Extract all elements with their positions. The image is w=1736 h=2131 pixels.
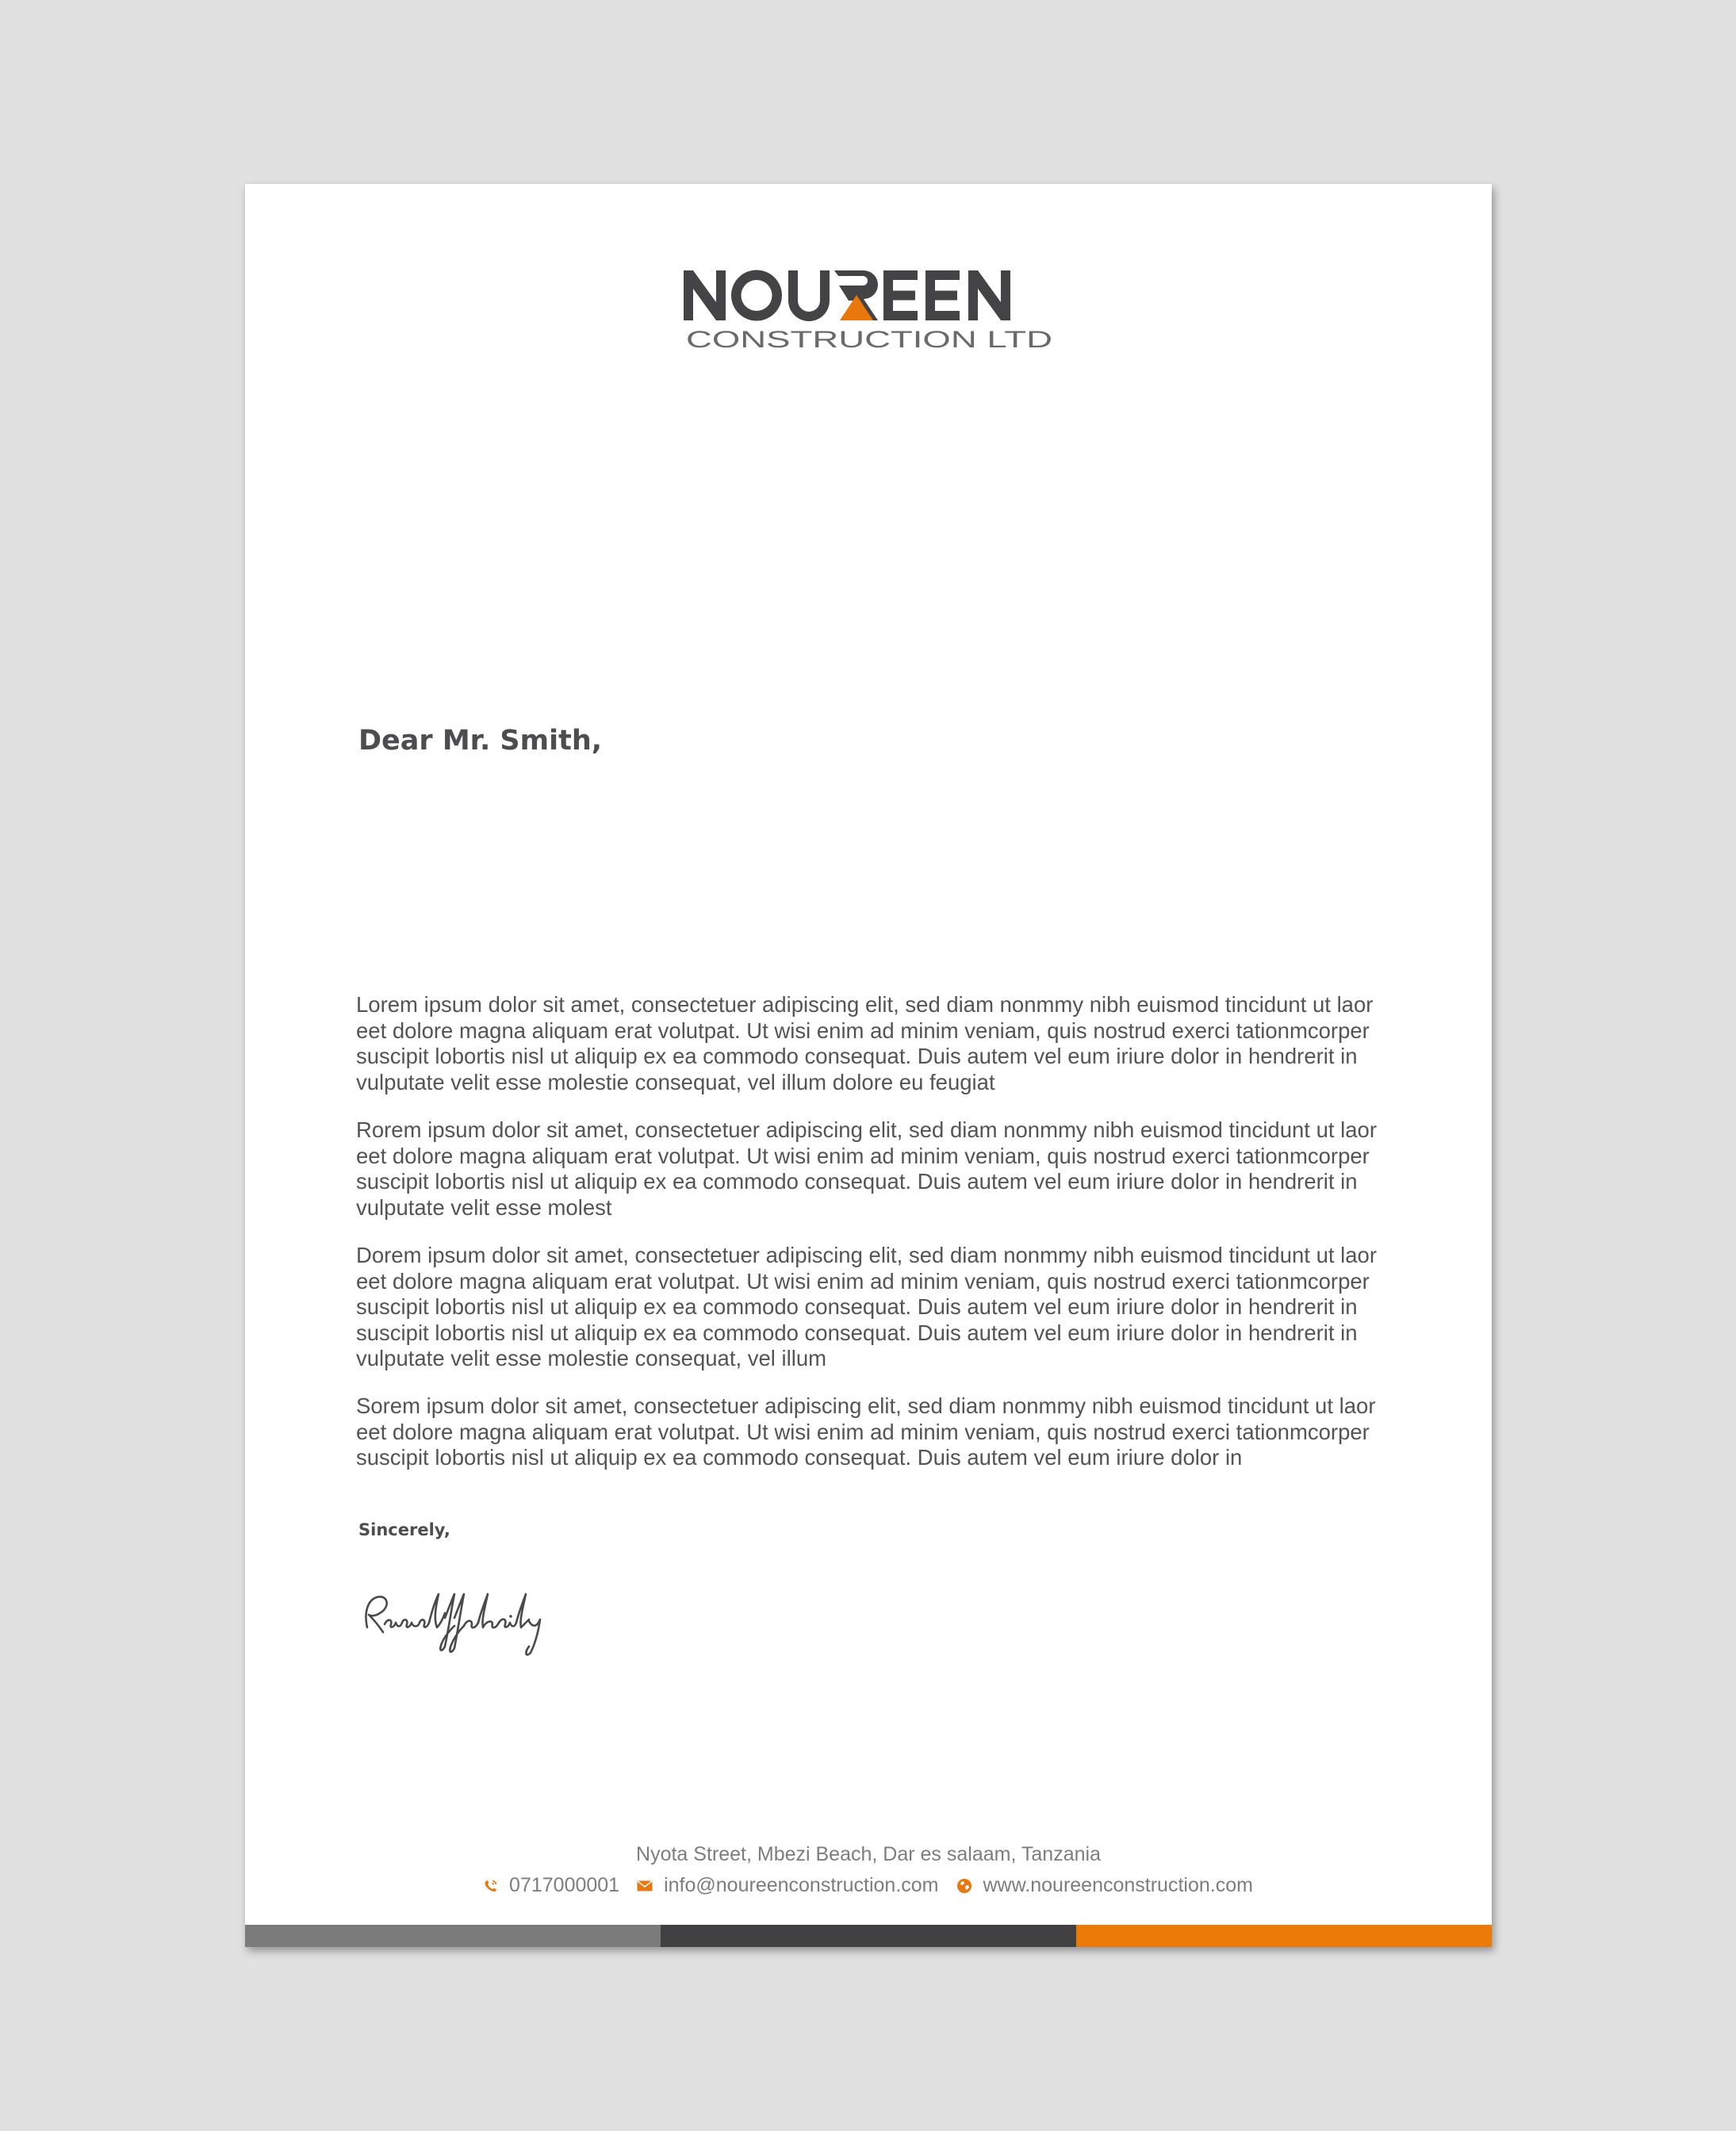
phone-icon <box>484 1879 498 1893</box>
logo-letter-e2 <box>925 270 960 320</box>
logo-letter-e1 <box>883 270 918 320</box>
paragraph-line: eet dolore magna aliquam erat volutpat. Ut wisi enim ad minim veniam, quis nostrud exerci tationmcorper <box>356 1268 1370 1294</box>
paragraph-line: suscipit lobortis nisl ut aliquip ex ea commodo consequat. Duis autem vel eum iriure dolor in hendrerit in <box>356 1169 1358 1194</box>
email-contact <box>637 1874 938 1897</box>
paragraph-line: Sorem ipsum dolor sit amet, consectetuer adipiscing elit, sed diam nonmmy nibh euismod tincidunt ut laor <box>356 1393 1376 1418</box>
globe-icon <box>956 1878 972 1894</box>
body-paragraph <box>356 992 1387 1095</box>
logo-tagline: CONSTRUCTION LTD <box>686 327 1052 352</box>
paragraph-line: vulputate velit esse molestie consequat, vel illum dolore eu feugiat <box>356 1069 995 1094</box>
email-address[interactable]: info@noureenconstruction.com <box>664 1874 939 1896</box>
footer-color-stripe <box>245 1925 1492 1947</box>
stripe-segment-dark <box>661 1925 1076 1947</box>
handwritten-signature <box>356 1586 570 1658</box>
phone-number[interactable]: 0717000001 <box>509 1874 620 1896</box>
phone-contact <box>484 1874 619 1897</box>
envelope-icon <box>637 1880 653 1891</box>
company-logo <box>683 265 1056 352</box>
salutation: Dear Mr. Smith, <box>358 725 603 757</box>
paragraph-line: Dorem ipsum dolor sit amet, consectetuer adipiscing elit, sed diam nonmmy nibh euismod tincidunt ut laor <box>356 1243 1377 1267</box>
website-contact <box>956 1874 1253 1897</box>
logo-letter-n2 <box>968 270 1010 320</box>
paragraph-line: eet dolore magna aliquam erat volutpat. Ut wisi enim ad minim veniam, quis nostrud exerci tationmcorper <box>356 1018 1370 1043</box>
paragraph-line: suscipit lobortis nisl ut aliquip ex ea commodo consequat. Duis autem vel eum iriure dolor in hendrerit in <box>356 1294 1358 1319</box>
signature-graphic <box>356 1586 570 1658</box>
paragraph-line: suscipit lobortis nisl ut aliquip ex ea commodo consequat. Duis autem vel eum iriure dolor in hendrerit in <box>356 1320 1358 1345</box>
paragraph-line: vulputate velit esse molest <box>356 1194 612 1220</box>
logo-letter-n <box>684 270 726 320</box>
contact-bar <box>245 1874 1492 1897</box>
paragraph-line: suscipit lobortis nisl ut aliquip ex ea commodo consequat. Duis autem vel eum iriure dolor in <box>356 1445 1243 1470</box>
body-paragraph <box>356 1243 1387 1372</box>
paragraph-line: eet dolore magna aliquam erat volutpat. Ut wisi enim ad minim veniam, quis nostrud exerci tationmcorper <box>356 1419 1370 1444</box>
paragraph-line: Lorem ipsum dolor sit amet, consectetuer adipiscing elit, sed diam nonmmy nibh euismod tincidunt ut laor <box>356 992 1374 1017</box>
paragraph-line: eet dolore magna aliquam erat volutpat. Ut wisi enim ad minim veniam, quis nostrud exerci tationmcorper <box>356 1143 1370 1168</box>
website-url[interactable]: www.noureenconstruction.com <box>983 1874 1253 1896</box>
noureen-logo-graphic <box>683 265 1056 352</box>
closing-text: Sincerely, <box>358 1520 450 1539</box>
paragraph-line: Rorem ipsum dolor sit amet, consectetuer adipiscing elit, sed diam nonmmy nibh euismod tincidunt ut laor <box>356 1117 1377 1142</box>
paragraph-line: suscipit lobortis nisl ut aliquip ex ea commodo consequat. Duis autem vel eum iriure dolor in hendrerit in <box>356 1044 1358 1068</box>
paragraph-line: vulputate velit esse molestie consequat, vel illum <box>356 1346 827 1370</box>
letterhead-page <box>245 184 1492 1947</box>
body-paragraph <box>356 1393 1387 1471</box>
logo-letter-o <box>731 270 782 321</box>
stripe-segment-gray <box>245 1925 661 1947</box>
body-paragraph <box>356 1117 1387 1221</box>
company-address: Nyota Street, Mbezi Beach, Dar es salaam, Tanzania <box>636 1843 1101 1865</box>
logo-letter-u <box>788 270 830 321</box>
stripe-segment-orange <box>1076 1925 1492 1947</box>
